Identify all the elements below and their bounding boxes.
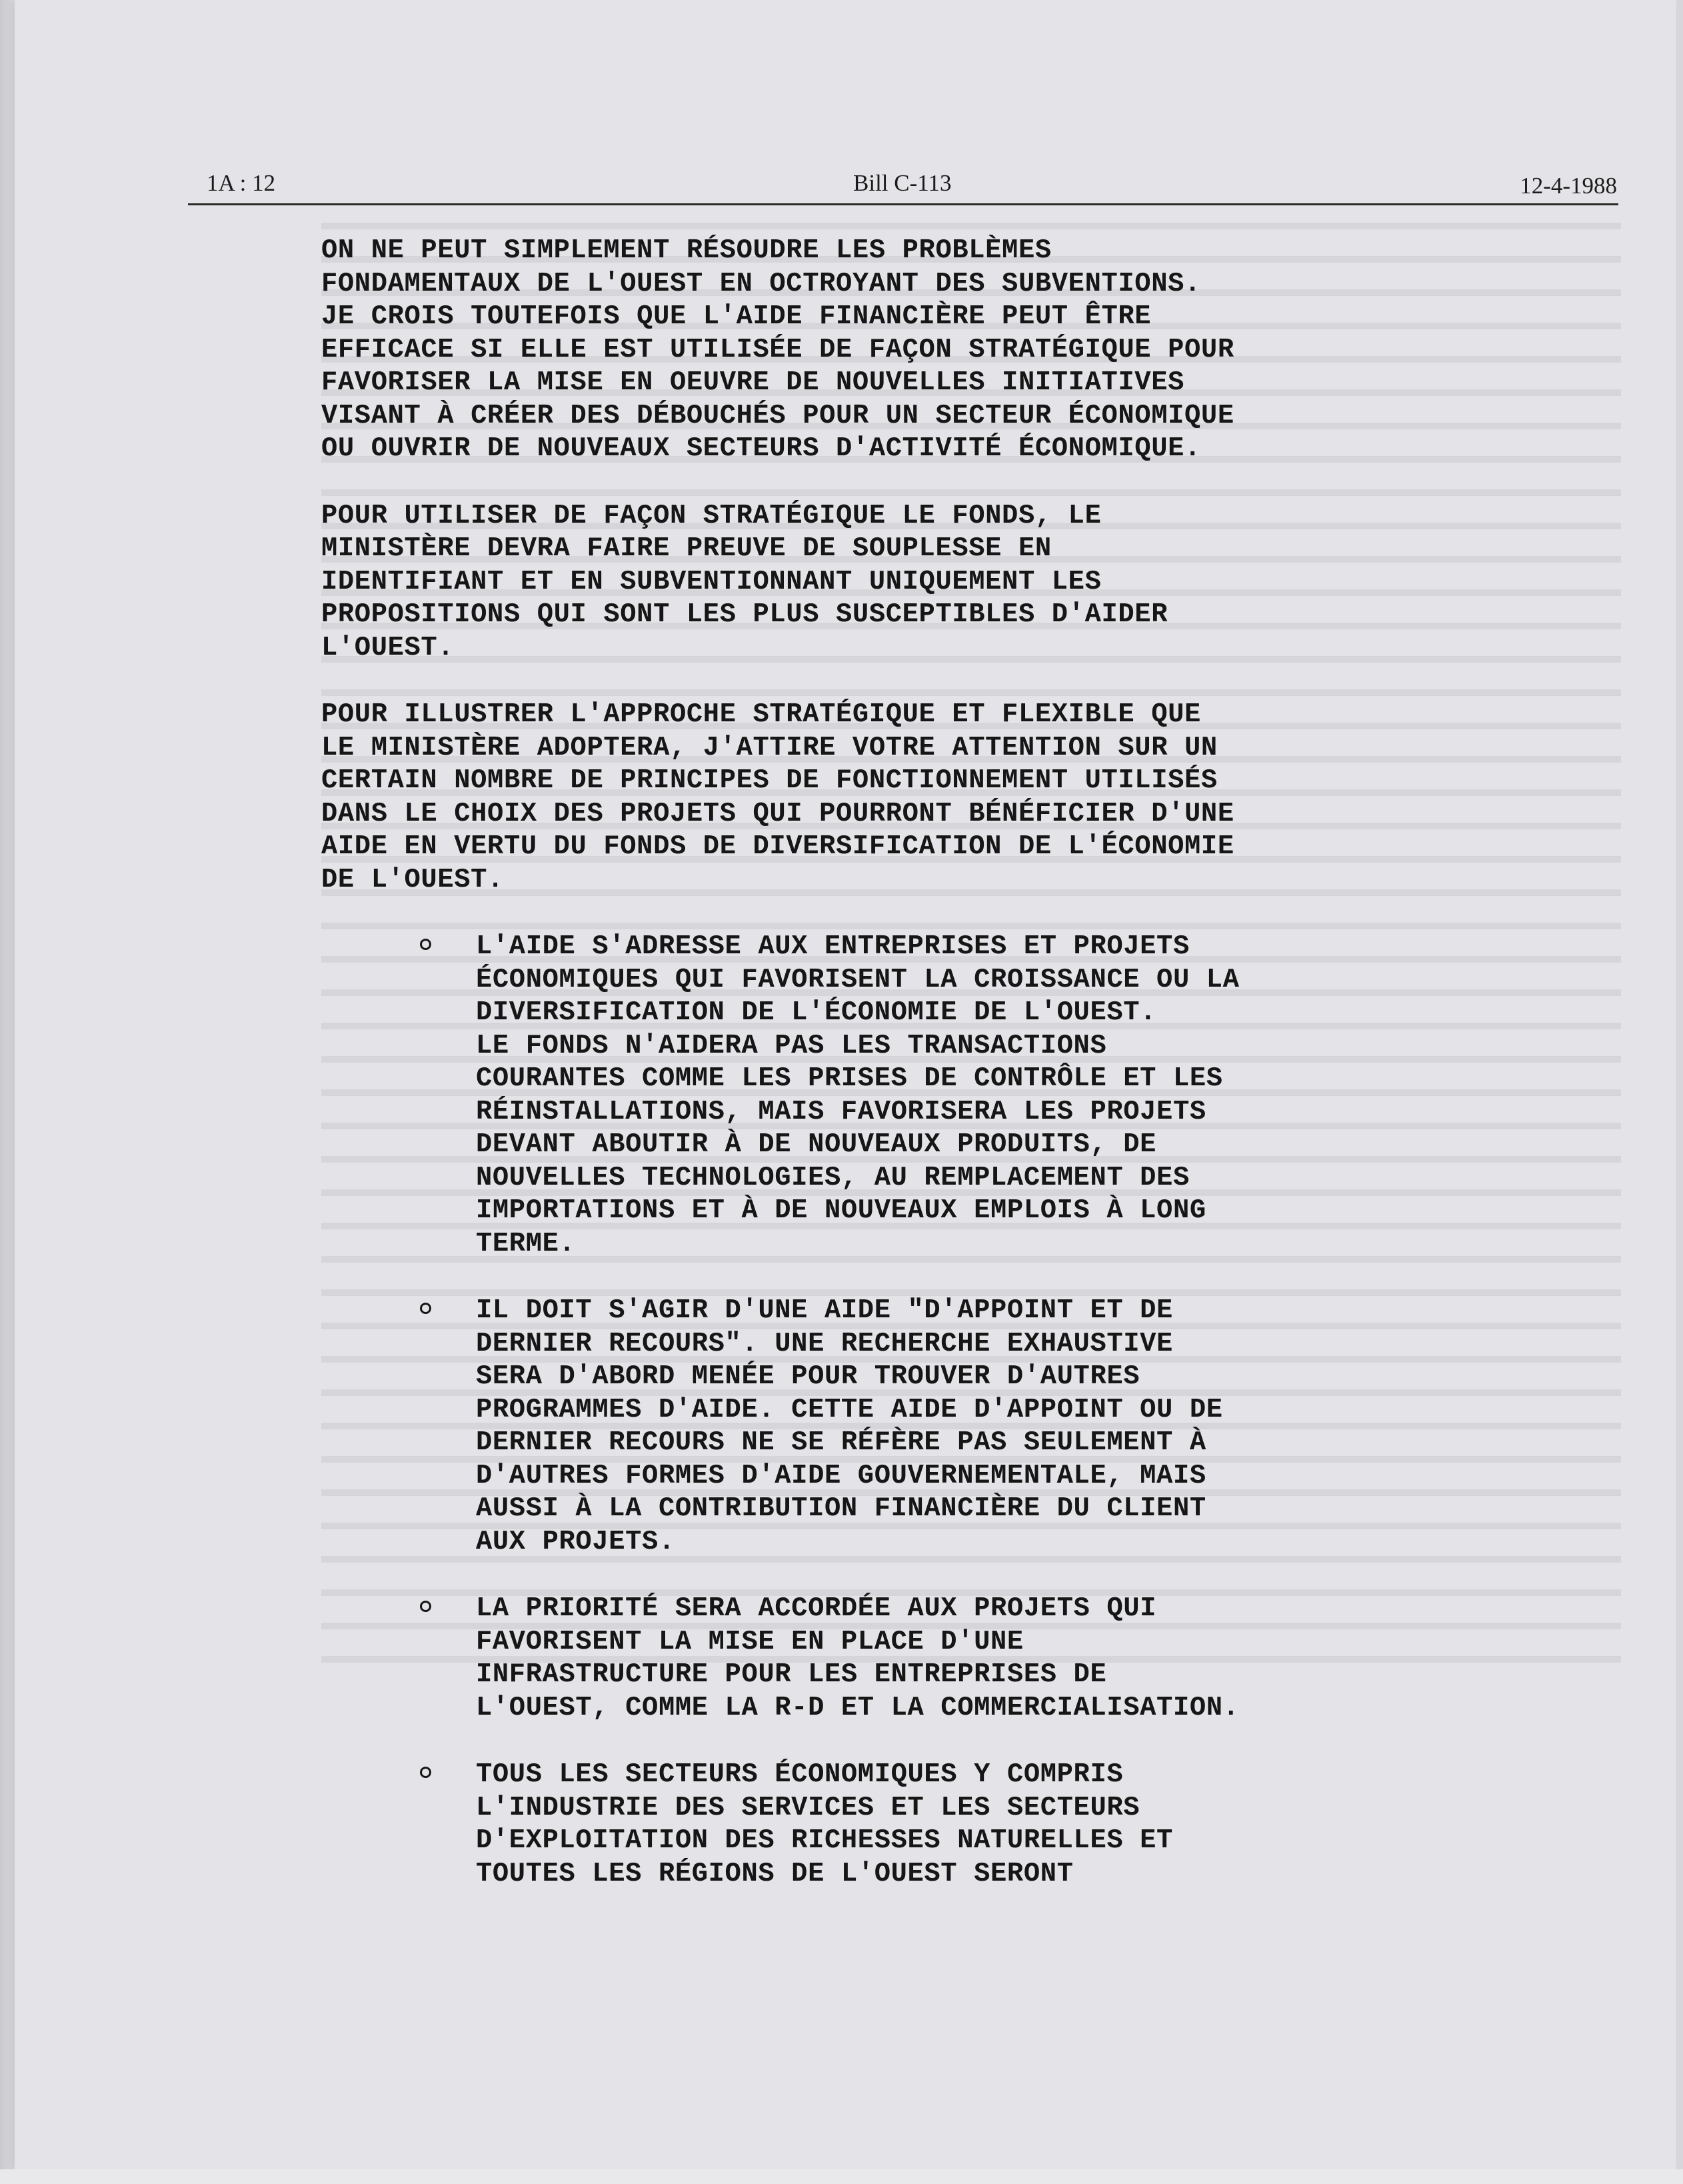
text-line: INFRASTRUCTURE POUR LES ENTREPRISES DE: [476, 1659, 1107, 1690]
page-number: 1A : 12: [207, 170, 276, 196]
text-line: LE MINISTÈRE ADOPTERA, J'ATTIRE VOTRE ATTENTION SUR UN: [321, 732, 1218, 763]
text-line: FAVORISER LA MISE EN OEUVRE DE NOUVELLES INITIATIVES: [321, 367, 1185, 398]
text-line: CERTAIN NOMBRE DE PRINCIPES DE FONCTIONNEMENT UTILISÉS: [321, 765, 1218, 796]
text-line: NOUVELLES TECHNOLOGIES, AU REMPLACEMENT DES: [476, 1162, 1190, 1193]
text-line: TOUTES LES RÉGIONS DE L'OUEST SERONT: [476, 1858, 1074, 1889]
text-line: L'AIDE S'ADRESSE AUX ENTREPRISES ET PROJETS: [476, 931, 1190, 962]
text-line: L'OUEST.: [321, 632, 455, 663]
paragraph-2: [321, 500, 1534, 665]
text-line: OU OUVRIR DE NOUVEAUX SECTEURS D'ACTIVITÉ ÉCONOMIQUE.: [321, 433, 1201, 464]
text-line: L'OUEST, COMME LA R-D ET LA COMMERCIALISATION.: [476, 1692, 1240, 1723]
text-line: AUX PROJETS.: [476, 1526, 675, 1557]
running-header: [207, 162, 1617, 203]
text-line: ON NE PEUT SIMPLEMENT RÉSOUDRE LES PROBLÈMES: [321, 235, 1052, 266]
text-line: L'INDUSTRIE DES SERVICES ET LES SECTEURS: [476, 1792, 1140, 1823]
text-line: COURANTES COMME LES PRISES DE CONTRÔLE ET LES: [476, 1063, 1223, 1094]
text-line: POUR ILLUSTRER L'APPROCHE STRATÉGIQUE ET FLEXIBLE QUE: [321, 699, 1201, 730]
text-line: AIDE EN VERTU DU FONDS DE DIVERSIFICATION DE L'ÉCONOMIE: [321, 831, 1234, 862]
text-line: JE CROIS TOUTEFOIS QUE L'AIDE FINANCIÈRE PEUT ÊTRE: [321, 301, 1152, 332]
text-line: VISANT À CRÉER DES DÉBOUCHÉS POUR UN SECTEUR ÉCONOMIQUE: [321, 400, 1234, 431]
text-line: SERA D'ABORD MENÉE POUR TROUVER D'AUTRES: [476, 1361, 1140, 1392]
text-line: FAVORISENT LA MISE EN PLACE D'UNE: [476, 1626, 1024, 1657]
text-line: TERME.: [476, 1228, 576, 1259]
text-line: MINISTÈRE DEVRA FAIRE PREUVE DE SOUPLESSE EN: [321, 533, 1052, 564]
text-line: PROPOSITIONS QUI SONT LES PLUS SUSCEPTIBLES D'AIDER: [321, 599, 1168, 630]
paragraph-1: [321, 235, 1534, 466]
bullet-item-1: [321, 931, 1534, 1261]
text-line: IL DOIT S'AGIR D'UNE AIDE "D'APPOINT ET DE: [476, 1295, 1173, 1326]
text-line: DERNIER RECOURS NE SE RÉFÈRE PAS SEULEMENT À: [476, 1427, 1206, 1458]
text-line: RÉINSTALLATIONS, MAIS FAVORISERA LES PROJETS: [476, 1096, 1206, 1127]
text-line: PROGRAMMES D'AIDE. CETTE AIDE D'APPOINT OU DE: [476, 1394, 1223, 1425]
header-rule: [188, 203, 1618, 205]
bullet-icon: [420, 1601, 431, 1612]
text-line: FONDAMENTAUX DE L'OUEST EN OCTROYANT DES SUBVENTIONS.: [321, 268, 1201, 299]
bill-title: Bill C-113: [853, 170, 952, 196]
body-text: [321, 235, 1534, 1925]
text-line: POUR UTILISER DE FAÇON STRATÉGIQUE LE FONDS, LE: [321, 500, 1102, 531]
text-line: DIVERSIFICATION DE L'ÉCONOMIE DE L'OUEST.: [476, 997, 1157, 1028]
page-stack-edge: [0, 0, 15, 2184]
text-line: DANS LE CHOIX DES PROJETS QUI POURRONT BÉNÉFICIER D'UNE: [321, 798, 1234, 829]
text-line: D'EXPLOITATION DES RICHESSES NATURELLES ET: [476, 1825, 1173, 1856]
text-line: TOUS LES SECTEURS ÉCONOMIQUES Y COMPRIS: [476, 1759, 1124, 1790]
bullet-item-2: [321, 1295, 1534, 1559]
text-line: D'AUTRES FORMES D'AIDE GOUVERNEMENTALE, MAIS: [476, 1460, 1206, 1491]
text-line: EFFICACE SI ELLE EST UTILISÉE DE FAÇON STRATÉGIQUE POUR: [321, 334, 1234, 365]
text-line: DE L'OUEST.: [321, 864, 504, 895]
text-line: AUSSI À LA CONTRIBUTION FINANCIÈRE DU CLIENT: [476, 1493, 1206, 1524]
text-line: DERNIER RECOURS". UNE RECHERCHE EXHAUSTIVE: [476, 1328, 1173, 1359]
bullet-item-3: [321, 1593, 1534, 1725]
text-line: ÉCONOMIQUES QUI FAVORISENT LA CROISSANCE OU LA: [476, 964, 1240, 995]
paragraph-3: [321, 699, 1534, 897]
bullet-icon: [420, 1767, 431, 1778]
bottom-margin: [0, 2169, 1683, 2184]
text-line: DEVANT ABOUTIR À DE NOUVEAUX PRODUITS, DE: [476, 1129, 1157, 1160]
text-line: IMPORTATIONS ET À DE NOUVEAUX EMPLOIS À LONG: [476, 1195, 1206, 1226]
text-line: LA PRIORITÉ SERA ACCORDÉE AUX PROJETS QUI: [476, 1593, 1157, 1624]
bullet-icon: [420, 1303, 431, 1314]
header-date: 12-4-1988: [1520, 173, 1617, 199]
text-line: IDENTIFIANT ET EN SUBVENTIONNANT UNIQUEMENT LES: [321, 566, 1102, 597]
text-line: LE FONDS N'AIDERA PAS LES TRANSACTIONS: [476, 1030, 1107, 1061]
bullet-icon: [420, 939, 431, 950]
bullet-item-4: [321, 1759, 1534, 1891]
